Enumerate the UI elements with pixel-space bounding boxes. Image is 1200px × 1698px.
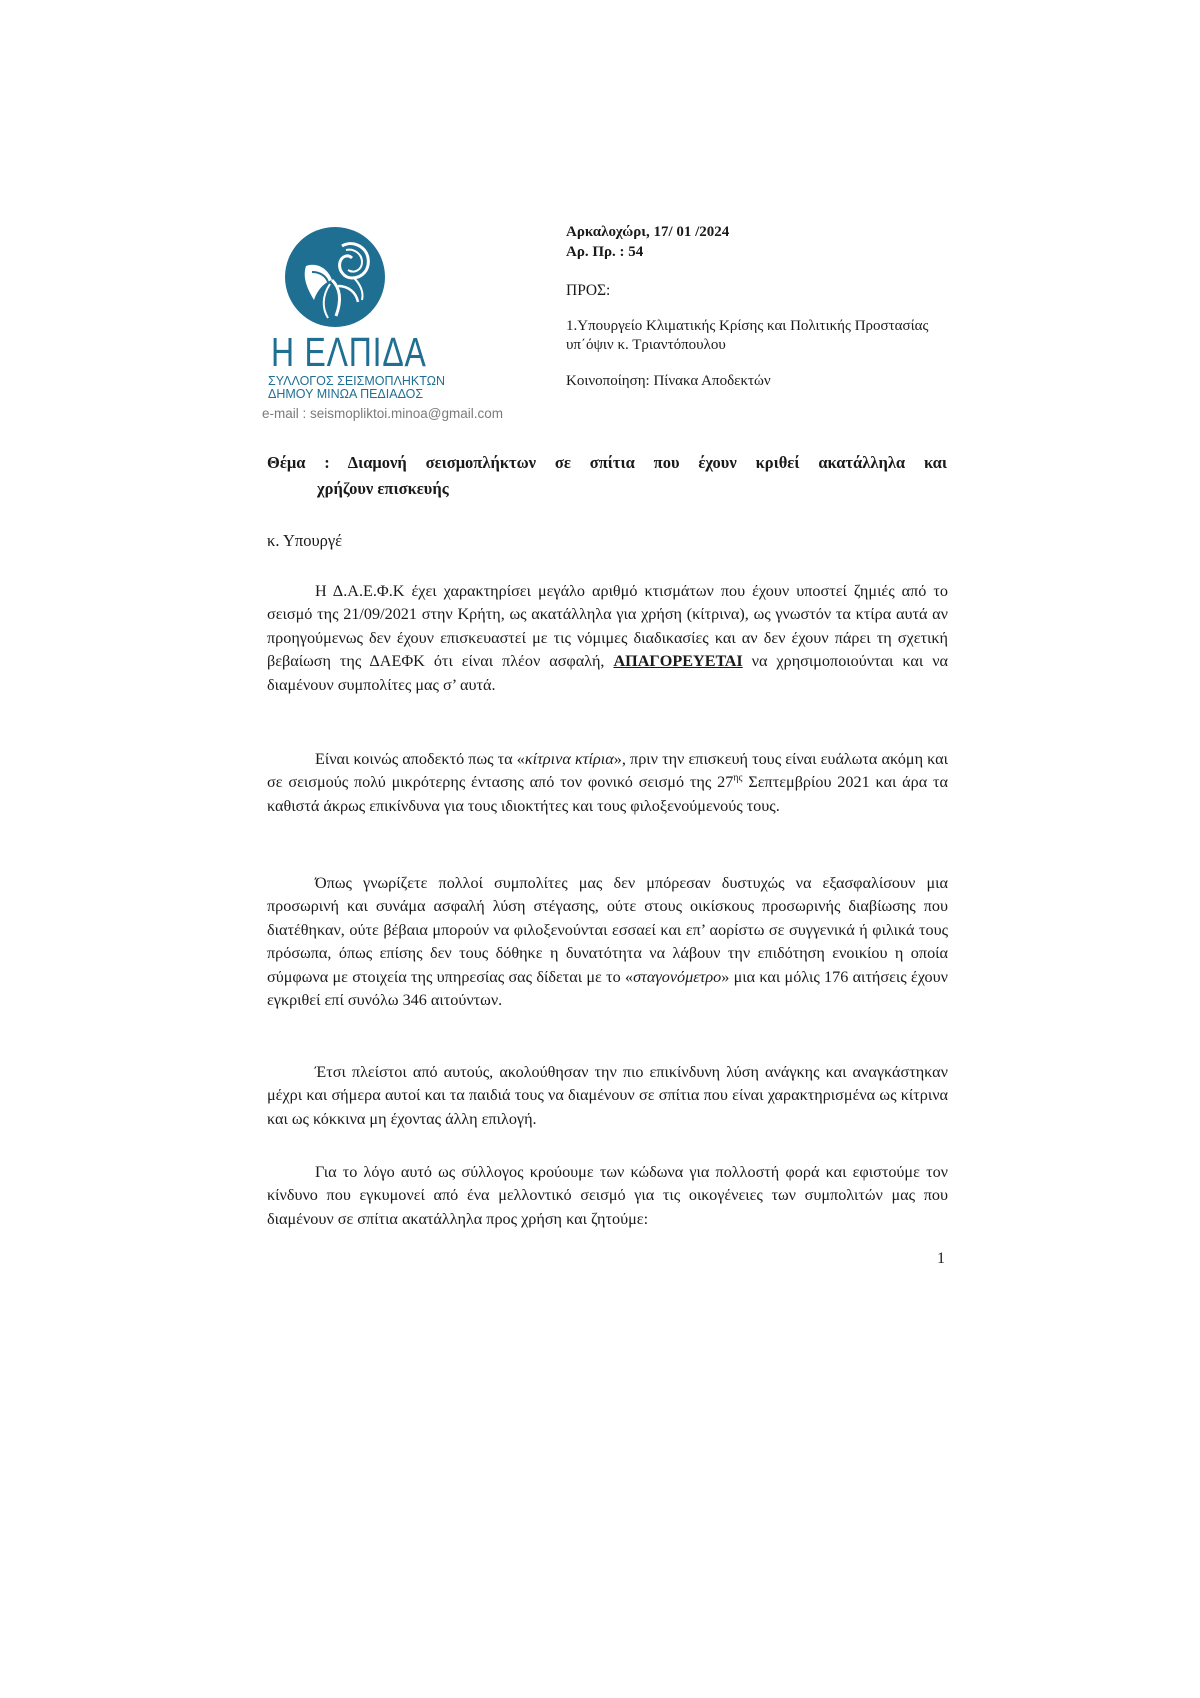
paragraph-3-emphasis: σταγονόμετρο	[633, 967, 722, 986]
association-logo	[262, 226, 542, 426]
paragraph-1-text-b: να χρησιμοποιούνται και να διαμένουν συμπολίτες μας σ’ αυτά.	[267, 652, 948, 694]
prohibited-emphasis: ΑΠΑΓΟΡΕΥΕΤΑΙ	[613, 652, 743, 671]
paragraph-4: Έτσι πλείστοι από αυτούς, ακολούθησαν την πιο επικίνδυνη λύση ανάγκης και αναγκάστηκαν μέχρι και σήμερα αυτοί και τα παιδιά τους να διαμένουν σε σπίτια που είναι χαρακτηρισμένα ως κίτρινα και ως κόκκινα μη έχοντας άλλη επιλογή.	[267, 1063, 948, 1128]
flower-emblem-icon	[282, 226, 388, 328]
place-date: Αρκαλοχώρι, 17/ 01 /2024	[566, 224, 730, 240]
logo-subtitle-line1: ΣΥΛΛΟΓΟΣ ΣΕΙΣΜΟΠΛΗΚΤΩΝ	[268, 374, 446, 388]
paragraph-3-text-a: Όπως γνωρίζετε πολλοί συμπολίτες μας δεν μπόρεσαν δυστυχώς να εξασφαλίσουν μια προσωρινή και συνάμα ασφαλή λύση στέγασης, ούτε στους οικίσκους προσωρινής διαβίωσης που διατέθηκαν, ούτε βέβαια μπορούν να φιλοξενούνται εσσαεί και επ’ αορίστω σε συγγενικά ή φιλικά τους πρόσωπα, όπως επίσης δεν τους δόθηκε η δυνατότητα να λάβουν την επιδότηση ενοικίου η οποία σύμφωνα με στοιχεία της υπηρεσίας σας δίδεται με το «	[267, 874, 948, 986]
paragraph-2-text-b: », πριν την επισκευή τους είναι ευάλωτα ακόμη και σε σεισμούς πολύ μικρότερης έντασης από τον φονικό σεισμό της 27	[267, 750, 949, 792]
recipient-line2: υπ΄όψιν κ. Τριαντόπουλου	[566, 337, 726, 353]
paragraph-2-text-a: Είναι κοινώς αποδεκτό πως τα «	[315, 750, 525, 768]
protocol-number: Αρ. Πρ. : 54	[566, 244, 644, 260]
ordinal-suffix: ης	[733, 773, 743, 785]
paragraph-2-text-c: Σεπτεμβρίου 2021 και άρα τα καθιστά άκρως επικίνδυνα για τους ιδιοκτήτες και τους φιλοξενούμενούς τους.	[267, 773, 948, 815]
page-number: 1	[937, 1250, 945, 1267]
paragraph-3-text-b: » μια και μόλις 176 αιτήσεις έχουν εγκριθεί επί συνόλω 346 αιτούντων.	[267, 967, 948, 1010]
logo-title: Η ΕΛΠΙΔΑ	[271, 329, 427, 375]
paragraph-5: Για το λόγο αυτό ως σύλλογος κρούουμε των κώδωνα για πολλοστή φορά και εφιστούμε τον κίνδυνο που εγκυμονεί από ένα μελλοντικό σεισμό για τις οικογένειες των συμπολιτών μας που διαμένουν σε σπίτια ακατάλληλα προς χρήση και ζητούμε:	[267, 1163, 948, 1228]
cc-line: Κοινοποίηση: Πίνακα Αποδεκτών	[566, 373, 771, 389]
subject-line2: χρήζουν επισκευής	[317, 479, 449, 498]
subject	[267, 450, 947, 502]
paragraph-1	[267, 580, 948, 697]
paragraph-1-text-a: Η Δ.Α.Ε.Φ.Κ έχει χαρακτηρίσει μεγάλο αριθμό κτισμάτων που έχουν υποστεί ζημιές από το σεισμό της 21/09/2021 στην Κρήτη, ως ακατάλληλα για χρήση (κίτρινα), ως γνωστόν τα κτίρα αυτά αν προηγούμενως δεν έχουν επισκευαστεί με τις νόμιμες διαδικασίες και αν δεν έχουν πάρει τη σχετική βεβαίωση της ΔΑΕΦΚ ότι είναι πλέον ασφαλή,	[267, 582, 948, 671]
paragraph-3	[267, 872, 948, 1012]
paragraph-2	[267, 748, 948, 818]
subject-line1: Θέμα : Διαμονή σεισμοπλήκτων σε σπίτια που έχουν κριθεί ακατάλληλα και	[267, 453, 947, 472]
paragraph-2-emphasis: κίτρινα κτίρια	[524, 750, 614, 768]
recipient-line1: 1.Υπουργείο Κλιματικής Κρίσης και Πολιτικής Προστασίας	[566, 318, 929, 334]
to-label: ΠΡΟΣ:	[566, 282, 611, 299]
contact-email: e-mail : seismopliktoi.minoa@gmail.com	[262, 406, 504, 421]
greeting: κ. Υπουργέ	[267, 531, 343, 550]
logo-subtitle-line2: ΔΗΜΟΥ ΜΙΝΩΑ ΠΕΔΙΑΔΟΣ	[268, 387, 424, 401]
